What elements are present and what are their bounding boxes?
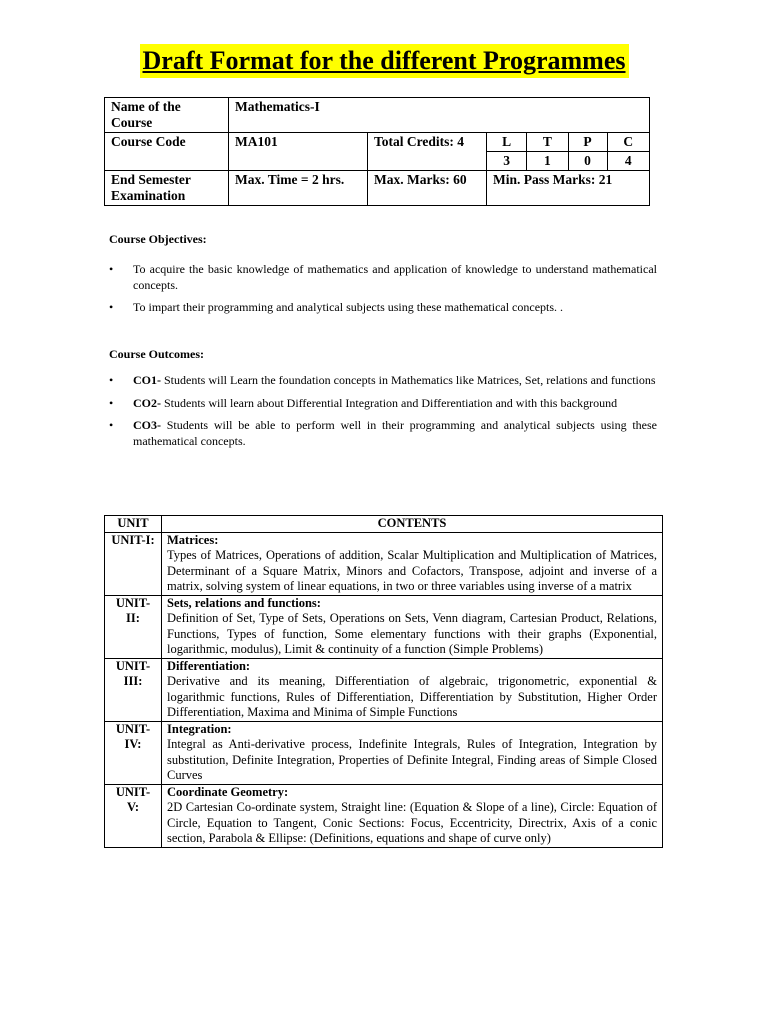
outcomes-heading: Course Outcomes: bbox=[109, 347, 204, 361]
table-row bbox=[105, 658, 663, 721]
unit-text: Derivative and its meaning, Differentiation of algebraic, trigonometric, exponential & logarithmic functions, Rules of Differentiation, Differentiation by Substitution, Higher Order Differentiation, Maxima and Minima of Simple Functions bbox=[167, 674, 657, 719]
bullet-icon: • bbox=[109, 418, 114, 432]
unit-label: UNIT-I: bbox=[105, 532, 162, 595]
course-code-value: MA101 bbox=[229, 133, 368, 171]
unit-column-header: UNIT bbox=[105, 516, 162, 533]
outcome-item bbox=[109, 373, 657, 389]
unit-content bbox=[162, 658, 663, 721]
unit-text: Types of Matrices, Operations of addition, Scalar Multiplication and Multiplication of Matrices, Determinant of a Square Matrix, Minors and Cofactors, Transpose, adjoint and inverse of a matrix, solving system of linear equations, in two or three variables using inverse of a matrix bbox=[167, 548, 657, 593]
outcome-item bbox=[109, 418, 657, 449]
unit-heading: Coordinate Geometry: bbox=[167, 784, 289, 799]
unit-label: UNIT-II: bbox=[105, 595, 162, 658]
ltpc-header-p: P bbox=[568, 133, 607, 152]
title-container bbox=[0, 44, 768, 78]
ltpc-value-l: 3 bbox=[487, 152, 527, 171]
outcome-text: Students will be able to perform well in their programming and analytical subjects using these mathematical concepts. bbox=[133, 418, 657, 448]
units-header-row bbox=[105, 516, 663, 533]
objectives-list bbox=[109, 262, 657, 323]
table-row bbox=[105, 721, 663, 784]
outcome-label: CO2- bbox=[133, 395, 161, 410]
outcome-text: Students will Learn the foundation concepts in Mathematics like Matrices, Set, relations and functions bbox=[161, 373, 656, 387]
course-info-table bbox=[104, 97, 650, 206]
exam-label: End Semester Examination bbox=[105, 171, 229, 206]
unit-label: UNIT-IV: bbox=[105, 721, 162, 784]
table-row bbox=[105, 532, 663, 595]
unit-content bbox=[162, 532, 663, 595]
ltpc-header-c: C bbox=[607, 133, 649, 152]
bullet-icon: • bbox=[109, 373, 114, 387]
objectives-heading: Course Objectives: bbox=[109, 232, 207, 246]
outcome-text: Students will learn about Differential Integration and Differentiation and with this background bbox=[161, 395, 618, 410]
outcome-item bbox=[109, 396, 657, 412]
unit-heading: Sets, relations and functions: bbox=[167, 595, 321, 610]
unit-text: Integral as Anti-derivative process, Indefinite Integrals, Rules of Integration, Integration by substitution, Definite Integration, Properties of Definite Integral, Finding areas of Simple Closed Curves bbox=[167, 737, 657, 782]
outcome-label: CO3- bbox=[133, 418, 161, 432]
outcome-label: CO1- bbox=[133, 373, 161, 387]
page-title: Draft Format for the different Programmes bbox=[140, 44, 629, 78]
ltpc-value-t: 1 bbox=[527, 152, 568, 171]
bullet-icon: • bbox=[109, 395, 114, 410]
objective-item bbox=[109, 262, 657, 293]
table-row bbox=[105, 595, 663, 658]
bullet-icon: • bbox=[109, 262, 114, 276]
min-pass-marks: Min. Pass Marks: 21 bbox=[487, 171, 650, 206]
unit-content bbox=[162, 595, 663, 658]
course-code-label: Course Code bbox=[105, 133, 229, 171]
ltpc-header-l: L bbox=[487, 133, 527, 152]
objective-text: To acquire the basic knowledge of mathematics and application of knowledge to understand mathematical concepts. bbox=[133, 262, 657, 292]
unit-label: UNIT-III: bbox=[105, 658, 162, 721]
unit-heading: Integration: bbox=[167, 721, 232, 736]
course-name-value: Mathematics-I bbox=[229, 98, 650, 133]
table-row bbox=[105, 784, 663, 847]
unit-heading: Matrices: bbox=[167, 532, 219, 547]
max-time: Max. Time = 2 hrs. bbox=[229, 171, 368, 206]
unit-text: Definition of Set, Type of Sets, Operations on Sets, Venn diagram, Cartesian Product, Relations, Functions, Types of function, Some elementary functions with their graphs (Exponential, logarithmic, modulus), Limit & continuity of a function (Simple Problems) bbox=[167, 611, 657, 656]
unit-content bbox=[162, 784, 663, 847]
ltpc-header-t: T bbox=[527, 133, 568, 152]
units-table bbox=[104, 515, 663, 848]
objective-item bbox=[109, 300, 657, 316]
unit-text: 2D Cartesian Co-ordinate system, Straight line: (Equation & Slope of a line), Circle: Equation of Circle, Equation to Tangent, Conic Sections: Focus, Eccentricity, Directrix, Axis of a conic section, Parabola & Ellipse: (Definitions, equations and shape of curve only) bbox=[167, 800, 657, 845]
bullet-icon: • bbox=[109, 300, 114, 314]
total-credits: Total Credits: 4 bbox=[368, 133, 487, 171]
objective-text: To impart their programming and analytical subjects using these mathematical concepts. . bbox=[133, 300, 564, 314]
ltpc-cell bbox=[487, 133, 650, 171]
contents-column-header: CONTENTS bbox=[162, 516, 663, 533]
ltpc-table bbox=[487, 133, 649, 170]
max-marks: Max. Marks: 60 bbox=[368, 171, 487, 206]
outcomes-list bbox=[109, 373, 657, 456]
ltpc-value-c: 4 bbox=[607, 152, 649, 171]
ltpc-value-p: 0 bbox=[568, 152, 607, 171]
unit-label: UNIT-V: bbox=[105, 784, 162, 847]
course-name-label: Name of the Course bbox=[105, 98, 229, 133]
unit-heading: Differentiation: bbox=[167, 658, 251, 673]
unit-content bbox=[162, 721, 663, 784]
